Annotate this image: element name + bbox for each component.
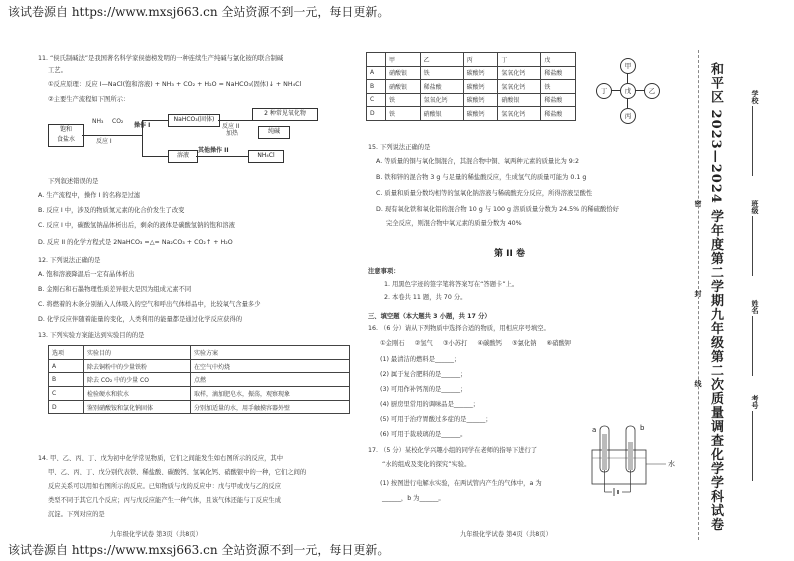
flow-reaction1-label: 反应 I <box>96 138 112 145</box>
diagram-node-bottom: 丙 <box>620 108 636 124</box>
flow-oxides-box: 2 种常见氧化物 <box>252 108 318 121</box>
table-row <box>367 80 576 94</box>
table-cell: 铁 <box>420 66 463 80</box>
flow-op1-label: 操作 I <box>134 122 151 129</box>
flow-solution-box: 溶液 <box>168 150 198 163</box>
table-cell: 硝酸银 <box>386 80 421 94</box>
seal-mark-line: 线 <box>694 380 703 387</box>
name-label: 姓名 <box>751 300 760 314</box>
q14-header-row <box>367 53 576 67</box>
q13-header-cell: 实验方案 <box>191 346 350 360</box>
q16-choice <box>415 340 433 347</box>
table-cell: B <box>367 80 386 94</box>
table-cell: C <box>49 387 84 401</box>
label-b: b <box>640 424 645 432</box>
table-cell: A <box>367 66 386 80</box>
q15-option-a: A. 等质量的铜与氧化铜混合，其混合物中铜、氧两种元素的质量比为 9:2 <box>376 158 579 165</box>
table-cell: 氢氧化钙 <box>498 66 541 80</box>
tube-b-gas <box>628 442 633 470</box>
q15-option-b: B. 铁和锌的混合物 3 g 与足量的稀盐酸反应，生成氢气的质量可能为 0.1 g <box>376 174 587 181</box>
table-cell: B <box>49 373 84 387</box>
q16-item-1: (1) 最清洁的燃料是______； <box>380 356 461 363</box>
q15-option-d-line1: D. 现有氧化铁和氧化铝的混合物 10 g 与 100 g 溶质质量分数为 24.5% 的稀硫酸恰好 <box>376 206 619 213</box>
q14-header-cell: 丁 <box>498 53 541 67</box>
table-cell: 点燃 <box>191 373 350 387</box>
flow-nh4cl-box: NH₄Cl <box>248 150 284 163</box>
q17-line2: “水的组成及变化的探究”实验。 <box>382 461 471 468</box>
q13-stem: 13. 下列实验方案能达到实验目的的是 <box>38 332 145 339</box>
flow-nh3-label: NH₃ <box>92 118 104 125</box>
choice-label: 硝酸钾 <box>552 340 572 347</box>
left-page-footer: 九年级化学试卷 第3页（共8页） <box>110 531 202 538</box>
flow-brine-box <box>48 124 84 147</box>
q14-line3: 反应关系可以用如右图所示的反应。已知物质与戊的反应中：戊与甲或戊与乙的反应 <box>48 483 281 490</box>
q14-header-cell: 乙 <box>420 53 463 67</box>
table-cell: A <box>49 359 84 373</box>
flow-branch-line <box>142 120 143 156</box>
notes-title: 注意事项： <box>368 268 400 275</box>
table-cell: 碳酸钙 <box>463 93 498 107</box>
q11-line3: ①反应原理：反应 I—NaCl(饱和溶液) + NH₃ + CO₂ + H₂O = NaHCO₃(固体)↓ + NH₄Cl <box>48 81 302 88</box>
table-cell: 分别加适量的水，用手触摸容器外壁 <box>191 400 350 414</box>
label-a: a <box>592 426 597 434</box>
q17-line4: ______，b 为______。 <box>382 495 445 502</box>
flow-arrow-3 <box>218 120 252 121</box>
q11-option-d: D. 反应 II 的化学方程式是 2NaHCO₃ =△= Na₂CO₃ + CO₂↑ + H₂O <box>38 239 233 246</box>
table-cell: D <box>49 400 84 414</box>
part3-heading: 三、填空题（本大题共 3 小题，共 17 分） <box>368 313 491 320</box>
q11-option-a: A. 生产流程中，操作 I 的名称是过滤 <box>38 192 141 199</box>
left-page <box>0 0 360 561</box>
diagram-node-right: 乙 <box>644 83 660 99</box>
q14-line5: 沉淀。下列对应的是 <box>48 511 105 518</box>
q17-line3: (1) 按图进行电解水实验，在两试管内产生的气体中，a 为 <box>380 480 542 487</box>
table-cell: 稀盐酸 <box>541 93 576 107</box>
q11-option-c: C. 反应 I 中，碳酸氢钠晶体析出后，剩余的液体是碳酸氢钠的饱和溶液 <box>38 222 235 229</box>
table-cell: 铁 <box>541 80 576 94</box>
right-page-footer: 九年级化学试卷 第4页（共8页） <box>460 531 552 538</box>
q14-header-cell: 戊 <box>541 53 576 67</box>
q15-option-d-line2: 完全反应，则混合物中氧元素的质量分数为 40% <box>386 220 522 227</box>
q16-item-2: (2) 属于复合肥料的是______； <box>380 371 467 378</box>
table-row <box>49 359 350 373</box>
q11-prompt: 下列叙述错误的是 <box>48 178 99 185</box>
choice-number: ② <box>414 340 421 347</box>
table-cell: 氢氧化钙 <box>498 80 541 94</box>
tube-a-gas <box>602 434 607 470</box>
q16-choice <box>547 340 572 347</box>
flow-brine-line1: 饱和 <box>59 126 72 133</box>
q15-stem: 15. 下列说法正确的是 <box>368 144 431 151</box>
q13-header-row <box>49 346 350 360</box>
exam-number-field <box>750 395 760 481</box>
table-cell: 氢氧化钙 <box>498 107 541 121</box>
flow-reaction2-label: 反应 II <box>222 123 240 130</box>
q16-item-3: (3) 可用作补钙剂的是______； <box>380 386 467 393</box>
table-cell: 硝酸银 <box>386 66 421 80</box>
choice-label: 氯化钠 <box>517 340 537 347</box>
q11-option-b: B. 反应 I 中，涉及的物质氮元素的化合价发生了改变 <box>38 207 185 214</box>
choice-label: 氢气 <box>420 340 433 347</box>
choice-number: ③ <box>442 340 449 347</box>
exam-title-vertical: 和平区 2023—2024 学年度第二学期九年级第二次质量调查化学学科试卷 <box>708 62 723 532</box>
table-cell: 检验硬水和软水 <box>84 387 191 401</box>
q14-header-cell <box>367 53 386 67</box>
class-blank <box>752 216 753 276</box>
flow-other-op-label: 其他操作 II <box>198 147 229 154</box>
flow-heat-label: 加热 <box>226 130 239 137</box>
table-row <box>367 93 576 107</box>
school-label: 学校 <box>751 90 760 104</box>
q16-choice <box>380 340 405 347</box>
choice-number: ① <box>380 340 386 347</box>
diagram-node-left: 丁 <box>596 83 612 99</box>
diagram-node-center: 戊 <box>620 83 636 99</box>
exam-number-blank <box>752 411 753 481</box>
name-field <box>750 300 760 376</box>
table-row <box>49 373 350 387</box>
class-field <box>750 200 760 276</box>
choice-label: 金刚石 <box>385 340 405 347</box>
q13-table <box>48 345 350 414</box>
table-cell: 在空气中灼烧 <box>191 359 350 373</box>
table-cell: 铁 <box>386 93 421 107</box>
q11-line2: 工艺。 <box>48 67 67 74</box>
q14-header-cell: 甲 <box>386 53 421 67</box>
flow-nahco3-box: NaHCO₃(固体) <box>168 114 220 127</box>
table-cell: 氢氧化钙 <box>420 93 463 107</box>
q16-choice <box>443 340 468 347</box>
q11-line1: 11. “侯氏制碱法”是我国著名科学家侯德榜发明的一种连续生产纯碱与氯化铵的联合制碱 <box>38 55 284 62</box>
table-cell: 取样，滴加肥皂水，振荡，观察现象 <box>191 387 350 401</box>
table-cell: 稀盐酸 <box>420 80 463 94</box>
q13-header-cell: 实验目的 <box>84 346 191 360</box>
seal-mark-top: 密 <box>694 200 703 207</box>
choice-number: ④ <box>477 340 484 347</box>
table-cell: 碳酸钙 <box>463 107 498 121</box>
school-blank <box>752 106 753 176</box>
table-cell: C <box>367 93 386 107</box>
flow-arrow-4 <box>142 156 168 157</box>
table-cell: 硝酸银 <box>420 107 463 121</box>
q12-stem: 12. 下列说法正确的是 <box>38 257 101 264</box>
q14-line2: 甲、乙、丙、丁、戊分别代表铁、稀盐酸、碳酸钙、氢氧化钙、硝酸银中的一种，它们之间的 <box>48 469 307 476</box>
seal-mark-mid: 封 <box>694 290 703 297</box>
table-row <box>49 400 350 414</box>
table-cell: 除去铜粉中的少量铁粉 <box>84 359 191 373</box>
table-row <box>367 66 576 80</box>
diagram-node-top: 甲 <box>620 58 636 74</box>
note-1: 1. 用黑色字迹的签字笔将答案写在“答题卡”上。 <box>384 281 519 288</box>
flow-arrow-2 <box>142 120 168 121</box>
flow-co2-label: CO₂ <box>112 118 124 125</box>
flow-soda-box: 纯碱 <box>258 126 290 139</box>
choice-number: ⑤ <box>511 340 518 347</box>
q16-stem: 16. （6 分）请从下列物质中选择合适的物质，用相应序号填空。 <box>368 325 550 332</box>
table-cell: 除去 CO₂ 中的少量 CO <box>84 373 191 387</box>
q12-option-a: A. 饱和溶液降温后一定有晶体析出 <box>38 271 135 278</box>
q17-line1: 17. （5 分）某校化学兴趣小组的同学在老师的指导下进行了 <box>368 447 538 454</box>
q16-choices <box>380 340 571 347</box>
q16-item-5: (5) 可用于治疗胃酸过多症的是______； <box>380 416 492 423</box>
section-title: 第 II 卷 <box>494 249 525 259</box>
q16-choice <box>477 340 502 347</box>
flow-arrow-1 <box>82 135 142 136</box>
q11-line4: ②主要生产流程如下图所示： <box>48 96 130 103</box>
q14-header-cell: 丙 <box>463 53 498 67</box>
table-cell: 鉴别硝酸铵和氯化钠固体 <box>84 400 191 414</box>
q14-options-table <box>366 52 576 121</box>
q12-option-c: C. 将燃着的木条分别插入人体吸入的空气和呼出气体样品中，比较氧气含量多少 <box>38 301 261 308</box>
q13-header-cell: 选项 <box>49 346 84 360</box>
label-water: 水 <box>668 460 675 468</box>
q11-flow-diagram <box>48 108 348 170</box>
exam-number-label: 考号 <box>751 395 760 409</box>
q14-relation-diagram <box>596 58 660 122</box>
table-cell: 铁 <box>386 107 421 121</box>
table-row <box>49 387 350 401</box>
q12-option-b: B. 金刚石和石墨物理性质差异很大是因为组成元素不同 <box>38 286 192 293</box>
q16-item-4: (4) 厨房里常用的调味品是______； <box>380 401 480 408</box>
q16-choice <box>512 340 537 347</box>
table-cell: D <box>367 107 386 121</box>
table-cell: 碳酸钙 <box>463 66 498 80</box>
flow-arrow-5 <box>196 156 248 157</box>
q15-option-c: C. 质量和质量分数均相等的氢氧化钠溶液与稀硫酸充分反应，所得溶液呈酸性 <box>376 190 593 197</box>
name-blank <box>752 316 753 376</box>
bottom-banner: 该试卷源自 https://www.mxsj663.cn 全站资源不到一元，每日更新。 <box>8 543 390 557</box>
table-cell: 硝酸银 <box>498 93 541 107</box>
right-page <box>360 0 680 561</box>
q12-option-d: D. 化学反应伴随着能量的变化，人类利用的能量都是通过化学反应获得的 <box>38 316 243 323</box>
top-banner: 该试卷源自 https://www.mxsj663.cn 全站资源不到一元，每日更新。 <box>8 5 390 19</box>
class-label: 班级 <box>751 200 760 214</box>
q14-line1: 14. 甲、乙、丙、丁、戊为初中化学常见物质，它们之间能发生如右图所示的反应，其中 <box>38 455 284 462</box>
note-2: 2. 本卷共 11 题，共 70 分。 <box>384 294 467 301</box>
choice-label: 小苏打 <box>448 340 468 347</box>
q16-item-6: (6) 可用于裁玻璃的是______。 <box>380 431 467 438</box>
choice-number: ⑥ <box>546 340 553 347</box>
table-cell: 稀盐酸 <box>541 66 576 80</box>
table-cell: 稀盐酸 <box>541 107 576 121</box>
table-row <box>367 107 576 121</box>
electrolysis-apparatus-figure <box>580 420 680 498</box>
flow-brine-line2: 食盐水 <box>56 136 75 143</box>
choice-label: 碳酸钙 <box>483 340 502 347</box>
q14-line4: 类型不同于其它几个反应；丙与戊反应能产生一种气体，且该气体还能与丁反应生成 <box>48 497 281 504</box>
table-cell: 碳酸钙 <box>463 80 498 94</box>
school-field <box>750 90 760 176</box>
